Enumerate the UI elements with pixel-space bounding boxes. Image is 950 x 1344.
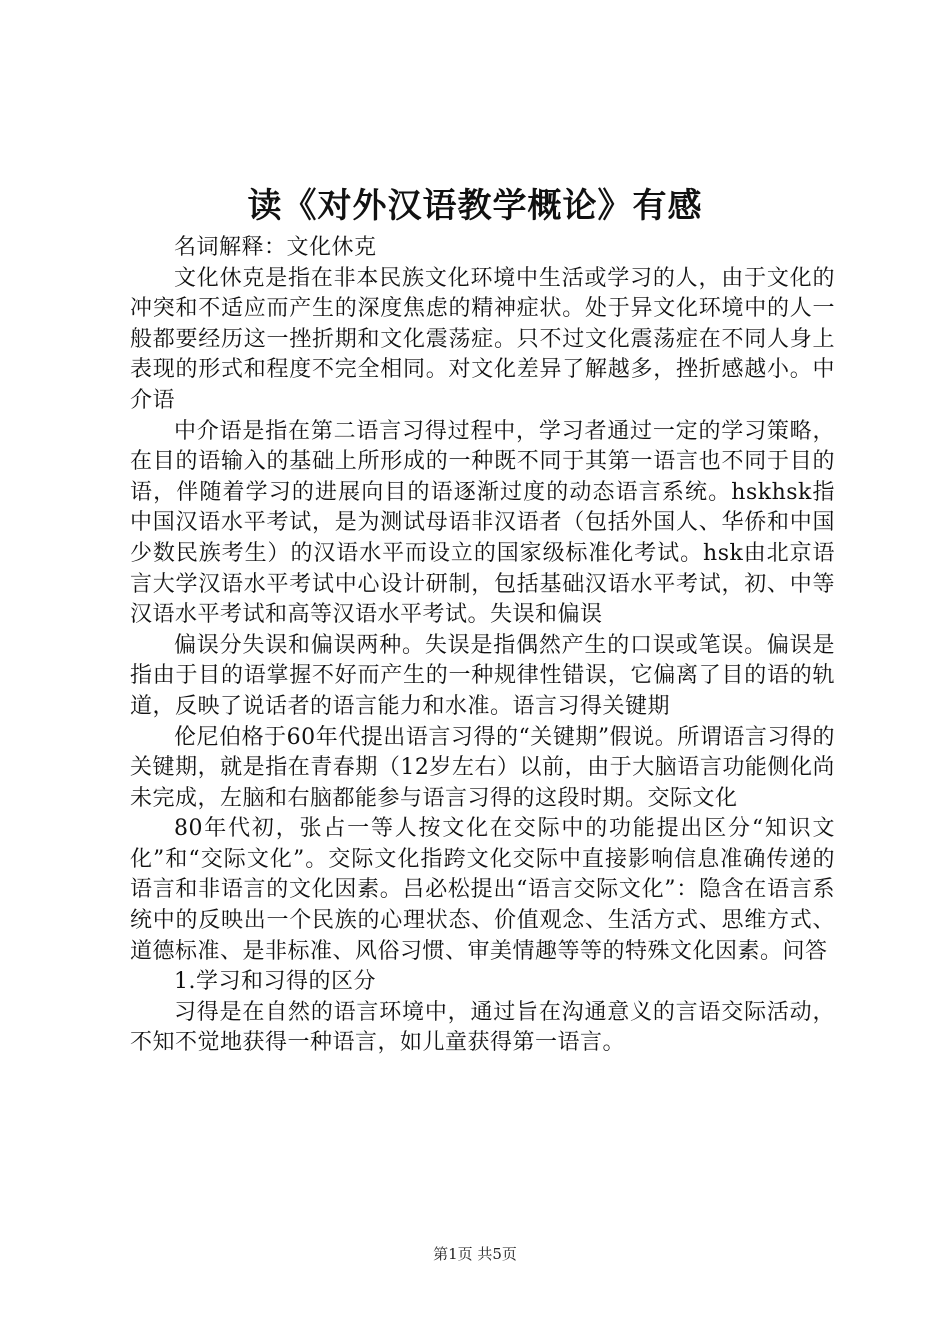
- document-body: [130, 233, 835, 1059]
- paragraph-culture-shock: 文化休克是指在非本民族文化环境中生活或学习的人，由于文化的冲突和不适应而产生的深度焦虑的精神症状。处于异文化环境中的人一般都要经历这一挫折期和文化震荡症。只不过文化震荡症在不同人身上表现的形式和程度不完全相同。对文化差异了解越多，挫折感越小。中介语: [130, 265, 835, 413]
- paragraph-errors: 偏误分失误和偏误两种。失误是指偶然产生的口误或笔误。偏误是指由于目的语掌握不好而产生的一种规律性错误，它偏离了目的语的轨道，反映了说话者的语言能力和水准。语言习得关键期: [130, 632, 835, 719]
- paragraph-interlanguage: 中介语是指在第二语言习得过程中，学习者通过一定的学习策略，在目的语输入的基础上所形成的一种既不同于其第一语言也不同于目的语，伴随着学习的进展向目的语逐渐过度的动态语言系统。hskhsk指中国汉语水平考试，是为测试母语非汉语者（包括外国人、华侨和中国少数民族考生）的汉语水平而设立的国家级标准化考试。hsk由北京语言大学汉语水平考试中心设计研制，包括基础汉语水平考试，初、中等汉语水平考试和高等汉语水平考试。失误和偏误: [130, 418, 835, 628]
- paragraph-acquisition: 习得是在自然的语言环境中，通过旨在沟通意义的言语交际活动，不知不觉地获得一种语言，如儿童获得第一语言。: [130, 999, 835, 1056]
- paragraph-question-heading: 1.学习和习得的区分: [174, 969, 376, 995]
- document-title: 读《对外汉语教学概论》有感: [247, 186, 703, 226]
- paragraph-term-culture-shock: 名词解释：文化休克: [174, 235, 377, 260]
- page-footer: 第1页 共5页: [433, 1245, 517, 1263]
- paragraph-communicative-culture: 80年代初，张占一等人按文化在交际中的功能提出区分“知识文化”和“交际文化”。交际文化指跨文化交际中直接影响信息准确传递的语言和非语言的文化因素。吕必松提出“语言交际文化”：隐含在语言系统中的反映出一个民族的心理状态、价值观念、生活方式、思维方式、道德标准、是非标准、风俗习惯、审美情趣等等的特殊文化因素。问答: [130, 816, 835, 964]
- paragraph-critical-period: 伦尼伯格于60年代提出语言习得的“关键期”假说。所谓语言习得的关键期，就是指在青春期（12岁左右）以前，由于大脑语言功能侧化尚未完成，左脑和右脑都能参与语言习得的这段时期。交际文化: [130, 724, 835, 811]
